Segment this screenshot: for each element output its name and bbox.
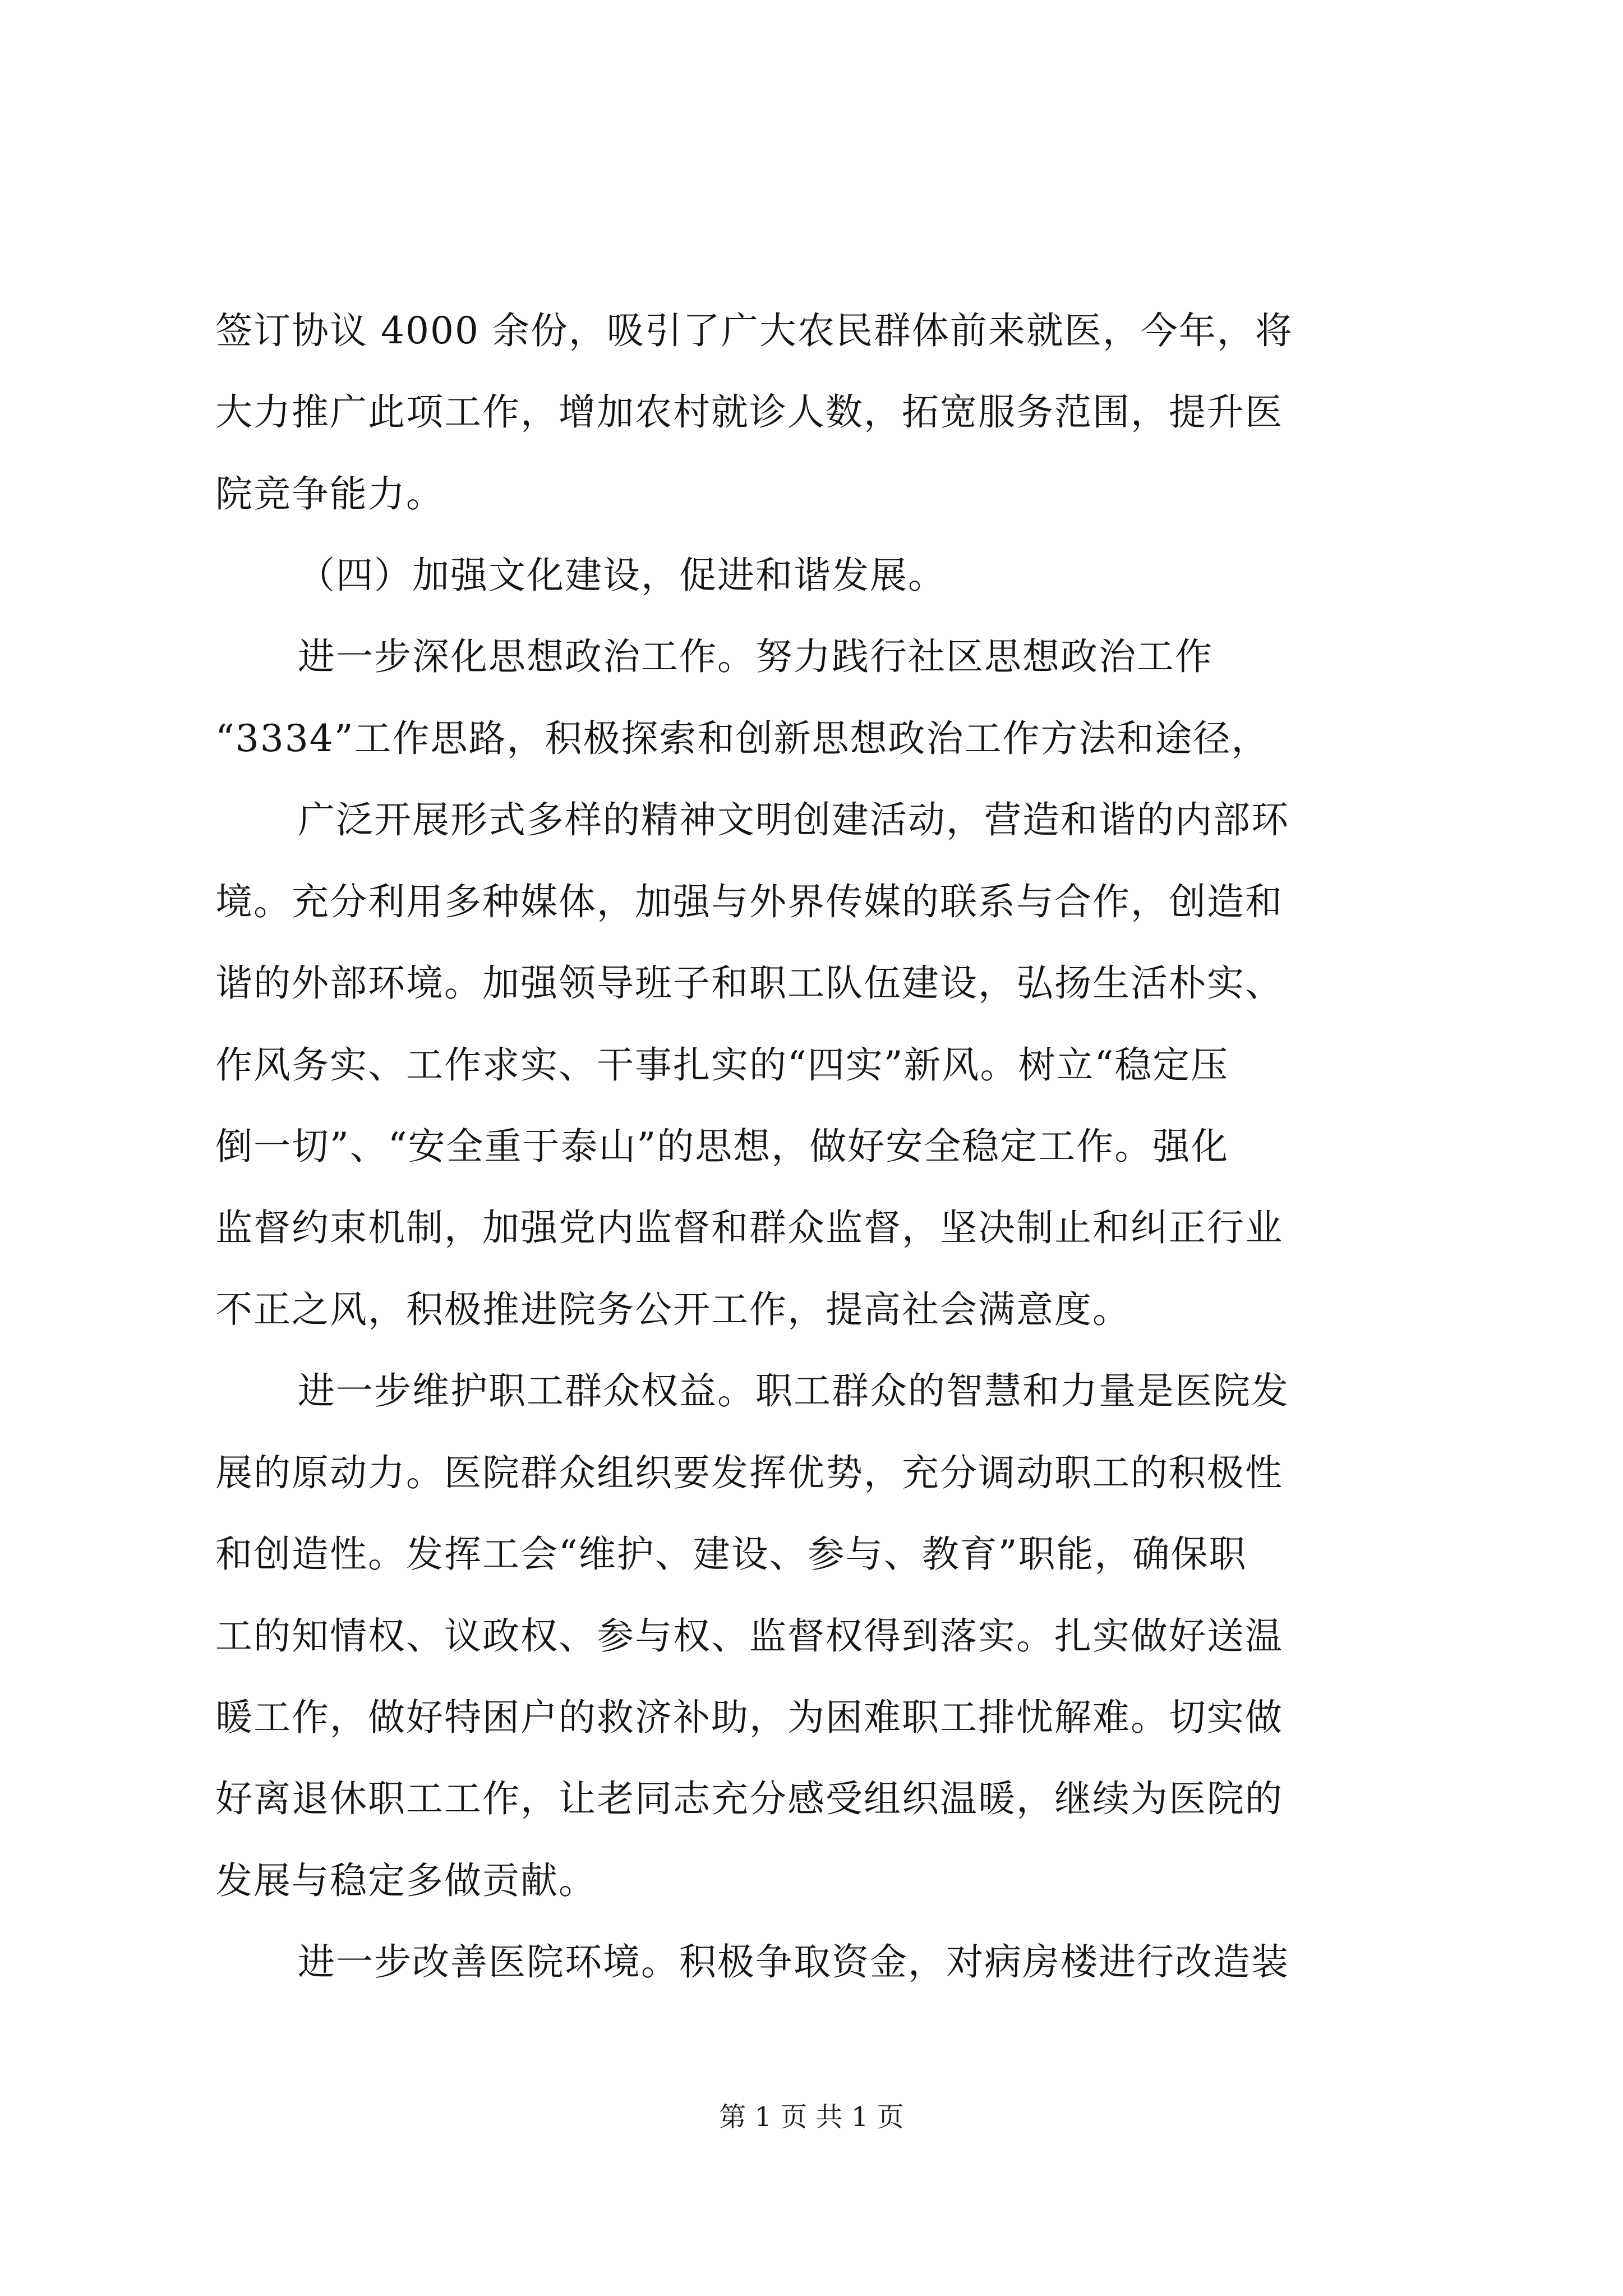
text-line: 好离退休职工工作，让老同志充分感受组织温暖，继续为医院的 <box>215 1777 1283 1820</box>
text-line: 签订协议 4000 余份，吸引了广大农民群体前来就医，今年，将 <box>215 309 1293 352</box>
text-line: 作风务实、工作求实、干事扎实的“四实”新风。树立“稳定压 <box>215 1043 1229 1087</box>
text-line: 暖工作，做好特困户的救济补助，为困难职工排忧解难。切实做 <box>215 1696 1283 1739</box>
text-line: 不正之风，积极推进院务公开工作，提高社会满意度。 <box>215 1288 1131 1331</box>
text-line: 工的知情权、议政权、参与权、监督权得到落实。扎实做好送温 <box>215 1614 1283 1658</box>
text-line: 倒一切”、“安全重于泰山”的思想，做好安全稳定工作。强化 <box>215 1125 1229 1168</box>
text-line: 境。充分利用多种媒体，加强与外界传媒的联系与合作，创造和 <box>215 880 1283 923</box>
text-line: 进一步维护职工群众权益。职工群众的智慧和力量是医院发 <box>298 1369 1289 1412</box>
text-line: 展的原动力。医院群众组织要发挥优势，充分调动职工的积极性 <box>215 1451 1283 1494</box>
text-line: 进一步改善医院环境。积极争取资金，对病房楼进行改造装 <box>298 1940 1289 1984</box>
text-line: 和创造性。发挥工会“维护、建设、参与、教育”职能，确保职 <box>215 1533 1247 1576</box>
text-line: 监督约束机制，加强党内监督和群众监督，坚决制止和纠正行业 <box>215 1206 1283 1249</box>
text-line: 谐的外部环境。加强领导班子和职工队伍建设，弘扬生活朴实、 <box>215 961 1283 1005</box>
text-line: 院竞争能力。 <box>215 472 444 516</box>
text-line: 进一步深化思想政治工作。努力践行社区思想政治工作 <box>298 635 1213 678</box>
text-line: 发展与稳定多做贡献。 <box>215 1859 597 1902</box>
text-line: 大力推广此项工作，增加农村就诊人数，拓宽服务范围，提升医 <box>215 390 1283 434</box>
page-footer: 第 1 页 共 1 页 <box>719 2101 904 2133</box>
text-line: 广泛开展形式多样的精神文明创建活动，营造和谐的内部环 <box>298 798 1289 841</box>
section-heading: （四）加强文化建设，促进和谐发展。 <box>298 554 946 597</box>
text-line: “3334”工作思路，积极探索和创新思想政治工作方法和途径， <box>215 717 1270 760</box>
